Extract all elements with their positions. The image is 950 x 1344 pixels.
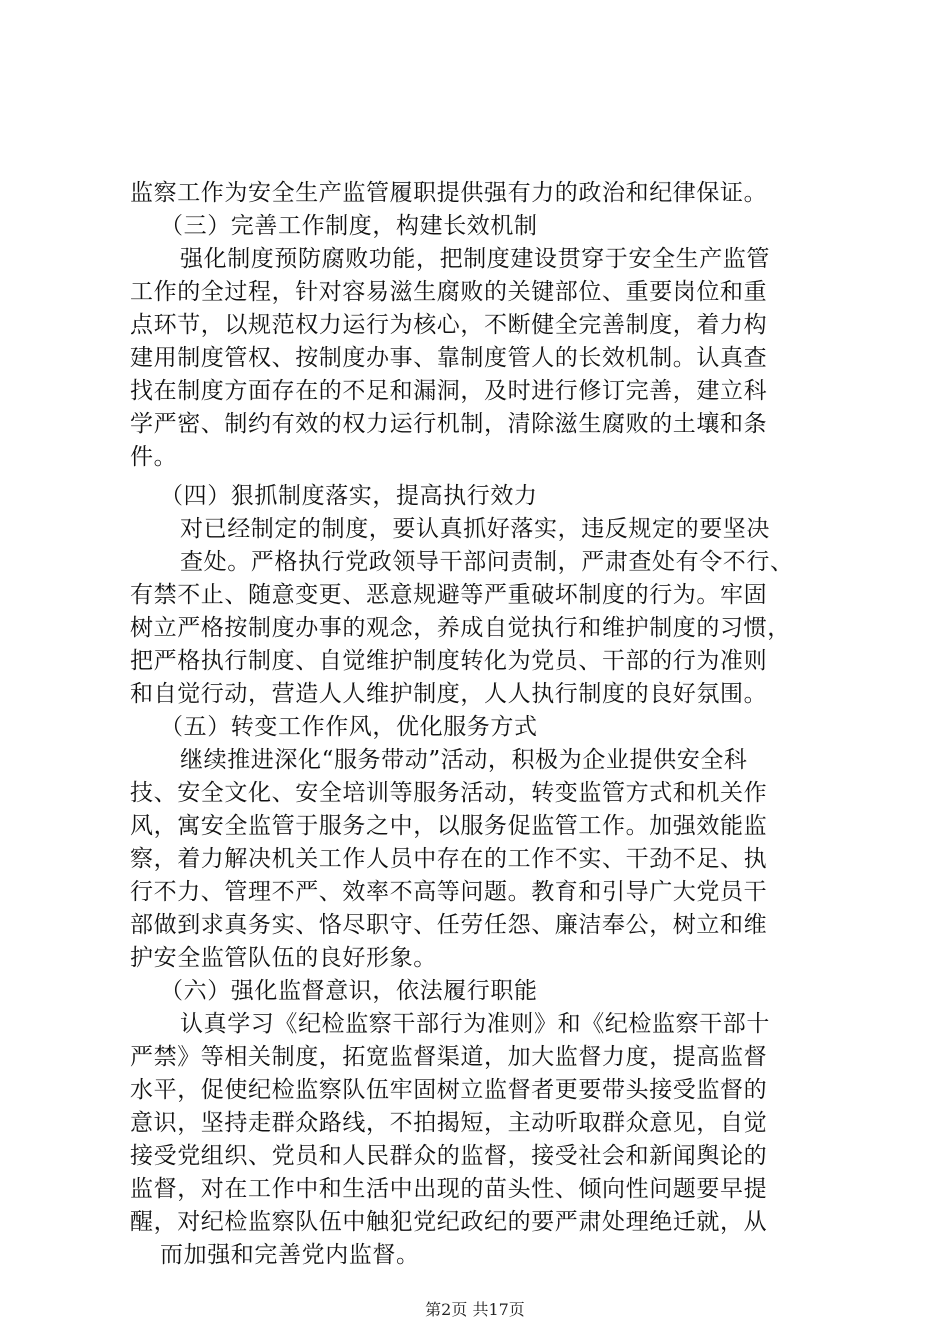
paragraph-line: 监察工作为安全生产监管履职提供强有力的政治和纪律保证。	[130, 180, 768, 206]
paragraph-line: 意识，坚持走群众路线，不拍揭短，主动听取群众意见，自觉	[130, 1110, 768, 1136]
paragraph-line: 树立严格按制度办事的观念，养成自觉执行和维护制度的习惯，	[130, 615, 791, 641]
paragraph-line: 而加强和完善党内监督。	[160, 1242, 420, 1268]
paragraph-line: 醒，对纪检监察队伍中触犯党纪政纪的要严肃处理绝迁就，从	[130, 1209, 768, 1235]
paragraph-line: 和自觉行动，营造人人维护制度，人人执行制度的良好氛围。	[130, 681, 768, 707]
paragraph-line: 对已经制定的制度，要认真抓好落实，违反规定的要坚决	[180, 516, 770, 542]
paragraph-line: 风，寓安全监管于服务之中，以服务促监管工作。加强效能监	[130, 813, 768, 839]
paragraph-line: 接受党组织、党员和人民群众的监督，接受社会和新闻舆论的	[130, 1143, 768, 1169]
paragraph-line: 严禁》等相关制度，拓宽监督渠道，加大监督力度，提高监督	[130, 1044, 768, 1070]
paragraph-line: 查处。严格执行党政领导干部问责制，严肃查处有令不行、	[180, 549, 794, 575]
paragraph-line: 技、安全文化、安全培训等服务活动，转变监管方式和机关作	[130, 780, 768, 806]
paragraph-line: 继续推进深化“服务带动”活动，积极为企业提供安全科	[180, 747, 748, 773]
paragraph-line: 工作的全过程，针对容易滋生腐败的关键部位、重要岗位和重	[130, 279, 768, 305]
paragraph-line: 学严密、制约有效的权力运行机制，清除滋生腐败的土壤和条	[130, 411, 768, 437]
section-heading: （四）狠抓制度落实，提高执行效力	[160, 483, 538, 509]
section-heading: （六）强化监督意识，依法履行职能	[160, 978, 538, 1004]
paragraph-line: 件。	[130, 444, 178, 470]
paragraph-line: 有禁不止、随意变更、恶意规避等严重破坏制度的行为。牢固	[130, 582, 768, 608]
paragraph-line: 认真学习《纪检监察干部行为准则》和《纪检监察干部十	[180, 1011, 770, 1037]
paragraph-line: 监督，对在工作中和生活中出现的苗头性、倾向性问题要早提	[130, 1176, 768, 1202]
section-heading: （三）完善工作制度，构建长效机制	[160, 213, 538, 239]
paragraph-line: 点环节，以规范权力运行为核心，不断健全完善制度，着力构	[130, 312, 768, 338]
section-heading: （五）转变工作作风，优化服务方式	[160, 714, 538, 740]
page-number: 第2页 共17页	[425, 1300, 525, 1319]
paragraph-line: 找在制度方面存在的不足和漏洞，及时进行修订完善，建立科	[130, 378, 768, 404]
paragraph-line: 护安全监管队伍的良好形象。	[130, 945, 437, 971]
paragraph-line: 行不力、管理不严、效率不高等问题。教育和引导广大党员干	[130, 879, 768, 905]
paragraph-line: 察，着力解决机关工作人员中存在的工作不实、干劲不足、执	[130, 846, 768, 872]
paragraph-line: 把严格执行制度、自觉维护制度转化为党员、干部的行为准则	[130, 648, 768, 674]
paragraph-line: 部做到求真务实、恪尽职守、任劳任怨、廉洁奉公，树立和维	[130, 912, 768, 938]
paragraph-line: 水平，促使纪检监察队伍牢固树立监督者更要带头接受监督的	[130, 1077, 768, 1103]
paragraph-line: 强化制度预防腐败功能，把制度建设贯穿于安全生产监管	[180, 246, 770, 272]
paragraph-line: 建用制度管权、按制度办事、靠制度管人的长效机制。认真查	[130, 345, 768, 371]
